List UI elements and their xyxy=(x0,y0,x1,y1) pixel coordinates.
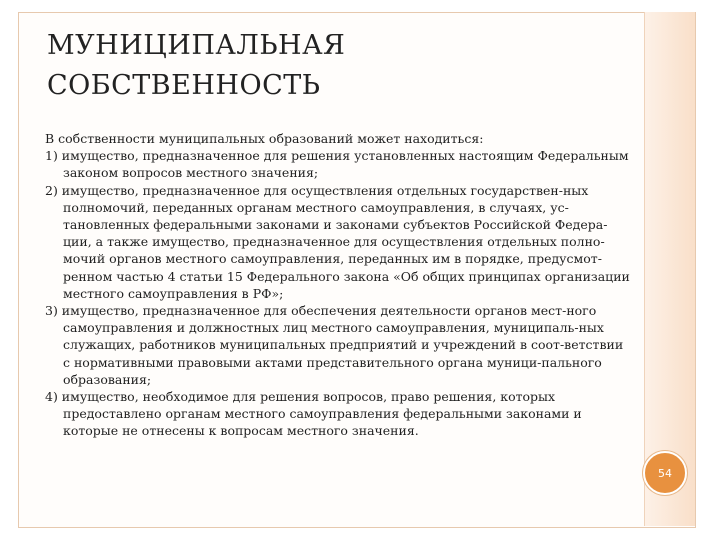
title-line-1: МУНИЦИПАЛЬНАЯ xyxy=(47,30,346,61)
list-item-3: 3) имущество, предназначенное для обеспечения деятельности органов мест-ного самоуправления и должностных лиц местного самоуправления, муниципаль-ных служащих, работников муниципальных предприятий и учреждений в соот-ветствии с нормативными правовыми актами представительного органа муници-пального образования; xyxy=(45,303,624,387)
slide-title xyxy=(47,26,627,106)
list-item-4: 4) имущество, необходимое для решения вопросов, право решения, которых предоставлено органам местного самоуправления федеральными законами и которые не отнесены к вопросам местного значения. xyxy=(45,389,582,439)
title-line-2: СОБСТВЕННОСТЬ xyxy=(47,70,321,101)
page-number-badge xyxy=(643,451,687,495)
intro-text: В собственности муниципальных образований может находиться: xyxy=(45,131,484,146)
slide-body xyxy=(45,130,630,440)
list-item-1: 1) имущество, предназначенное для решения установленных настоящим Федеральным законом вопросов местного значения; xyxy=(45,148,629,181)
page-number: 54 xyxy=(658,466,672,480)
list-item-2: 2) имущество, предназначенное для осуществления отдельных государствен-ных полномочий, переданных органам местного самоуправления, в случаях, ус-тановленных федеральными законами и законами субъектов Российской Федера-ции, а также имущество, предназначенное для осуществления отдельных полно-мочий органов местного самоуправления, переданных им в порядке, предусмот-ренном частью 4 статьи 15 Федерального закона «Об общих принципах организации местного самоуправления в РФ»; xyxy=(45,182,630,301)
decorative-side-band xyxy=(644,12,695,526)
